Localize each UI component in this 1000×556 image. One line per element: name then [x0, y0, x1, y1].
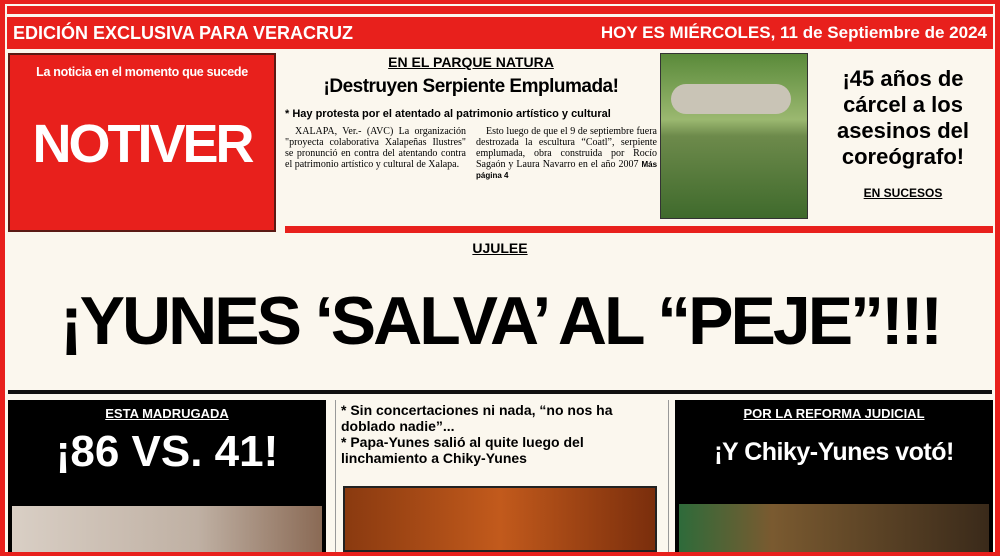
story-chiky-yunes	[675, 400, 993, 552]
main-headline[interactable]: ¡YUNES ‘SALVA’ AL “PEJE”!!!	[60, 283, 940, 359]
bullet-1: * Sin concertaciones ni nada, “no nos ha doblado nadie”...	[341, 402, 613, 434]
sculpture-shape	[671, 84, 791, 114]
logo-tagline: La noticia en el momento que sucede	[36, 65, 248, 79]
header-bar	[7, 17, 993, 49]
box-headline[interactable]: ¡86 VS. 41!	[55, 427, 279, 476]
story-col-2-text: Esto luego de que el 9 de septiembre fuera destrozada la escultura “Coatl”, serpiente emplumada, obra construida por Rocío Sagaón y Laura Navarro en el año 2007	[476, 126, 657, 170]
story-col-1: XALAPA, Ver.- (AVC) La organización "proyecta colaborativa Xalapeñas Ilustres" se pronunció en contra del atentando contra el patrimonio artístico y cultural de Xalapa.	[285, 126, 466, 170]
date-label: HOY ES MIÉRCOLES, 11 de Septiembre de 2024	[600, 23, 987, 42]
story-subhead: * Hay protesta por el atentado al patrimonio artístico y cultural	[285, 108, 611, 120]
story-col-2	[476, 126, 657, 181]
story-sucesos	[817, 66, 989, 200]
serpent-photo	[660, 53, 808, 219]
top-rule	[7, 6, 993, 14]
story-86-vs-41	[8, 400, 326, 552]
main-kicker: UJULEE	[472, 240, 528, 256]
black-rule	[8, 390, 992, 394]
logo-name: NOTIVER	[32, 114, 252, 174]
bullet-2: * Papa-Yunes salió al quite luego del linchamiento a Chiky-Yunes	[341, 434, 584, 466]
story-papa-yunes	[341, 402, 661, 466]
sucesos-headline[interactable]: ¡45 años de cárcel a los asesinos del coreógrafo!	[836, 66, 970, 169]
senate-photo	[12, 506, 322, 552]
column-divider	[668, 400, 669, 552]
story-kicker: EN EL PARQUE NATURA	[388, 54, 554, 70]
sucesos-link[interactable]: EN SUCESOS	[863, 186, 943, 200]
box-kicker: ESTA MADRUGADA	[105, 406, 229, 421]
masthead-logo[interactable]	[8, 53, 276, 232]
chamber-photo	[679, 504, 989, 552]
column-divider	[335, 400, 336, 552]
more-link[interactable]: Más página 4	[476, 160, 658, 180]
edition-label: EDICIÓN EXCLUSIVA PARA VERACRUZ	[13, 22, 354, 43]
front-page	[5, 4, 995, 552]
story-serpiente	[285, 54, 657, 181]
yunes-photo	[343, 486, 657, 552]
box-kicker: POR LA REFORMA JUDICIAL	[743, 406, 925, 421]
red-divider	[285, 226, 993, 233]
box-headline[interactable]: ¡Y Chiky-Yunes votó!	[714, 438, 954, 466]
story-headline[interactable]: ¡Destruyen Serpiente Emplumada!	[323, 76, 619, 97]
